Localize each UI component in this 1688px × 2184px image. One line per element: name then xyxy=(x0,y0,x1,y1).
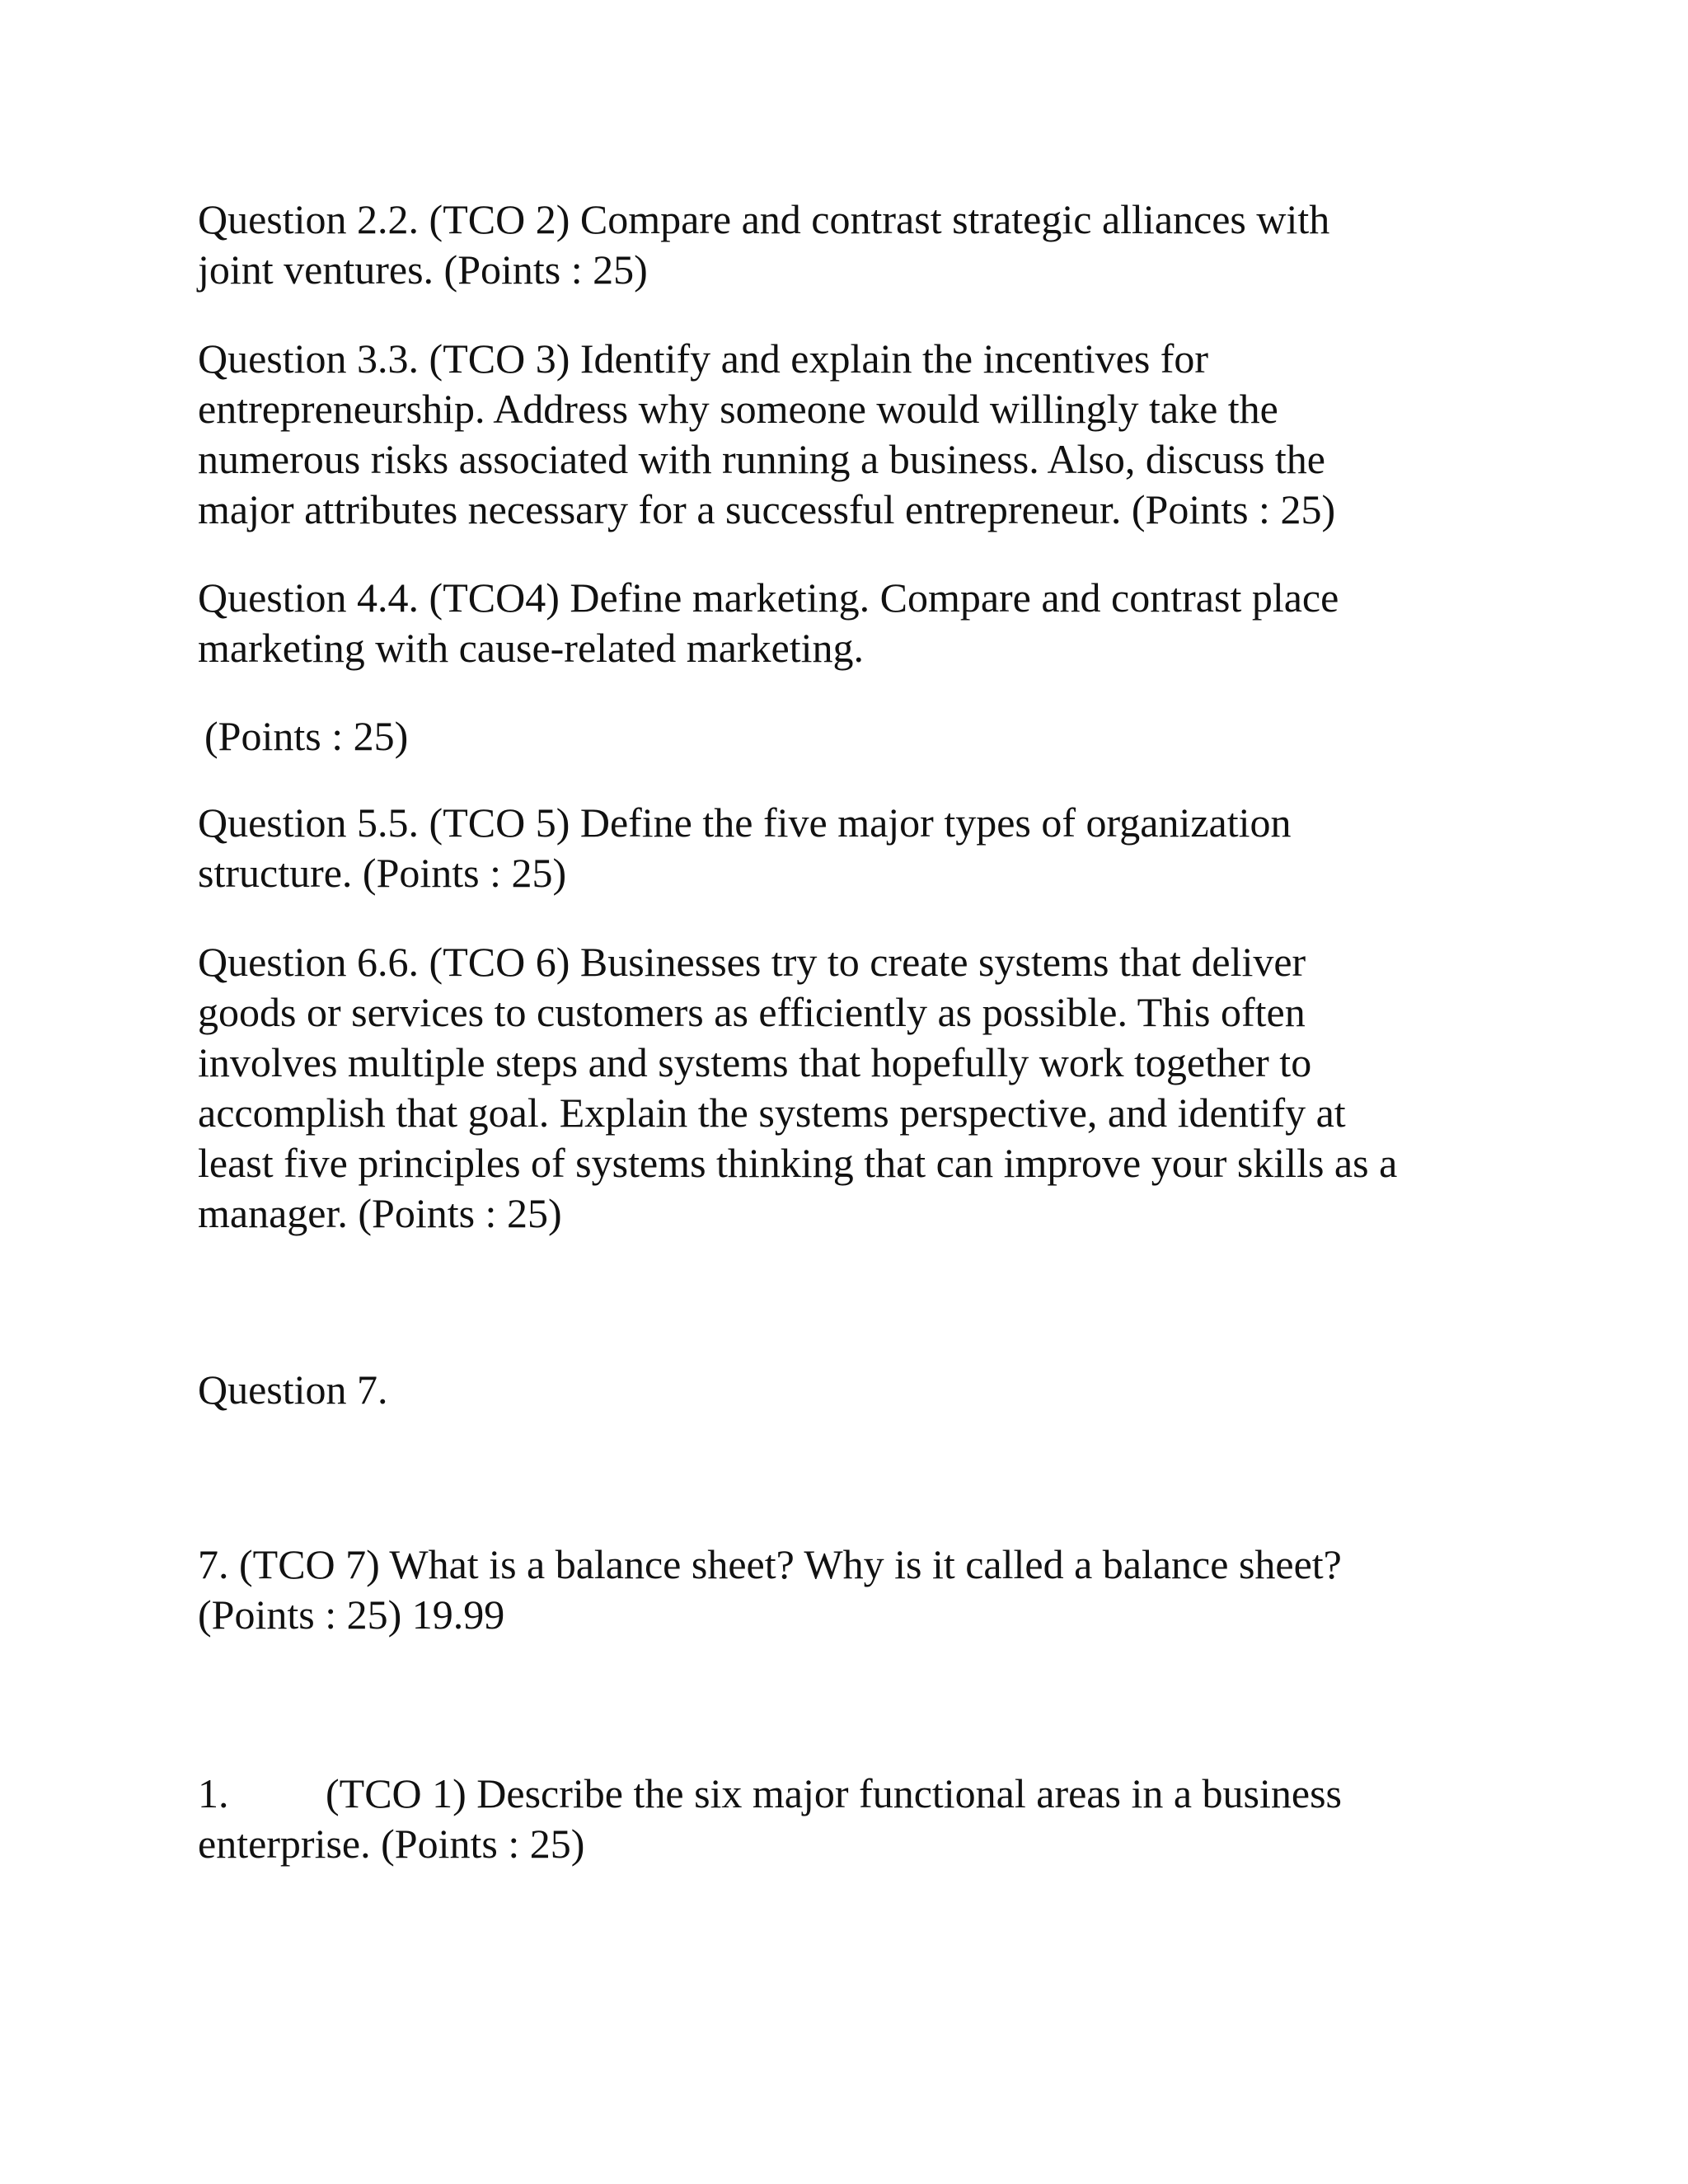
question-3-line: Question 3.3. (TCO 3) Identify and explain the incentives for xyxy=(198,335,1209,382)
question-7-line: (Points : 25) 19.99 xyxy=(198,1591,505,1638)
question-3-line: major attributes necessary for a successful entrepreneur. (Points : 25) xyxy=(198,486,1336,532)
question-6-line: manager. (Points : 25) xyxy=(198,1190,562,1236)
question-6-line: accomplish that goal. Explain the systems perspective, and identify at xyxy=(198,1090,1346,1136)
question-6-line: Question 6.6. (TCO 6) Businesses try to create systems that deliver xyxy=(198,939,1306,985)
question-3-paragraph xyxy=(198,334,1484,535)
question-6-line: least five principles of systems thinking that can improve your skills as a xyxy=(198,1140,1398,1186)
question-4-line: marketing with cause-related marketing. xyxy=(198,625,865,671)
question-4-paragraph xyxy=(198,573,1484,673)
question-1-first-line xyxy=(198,1769,1484,1819)
question-2-line: Question 2.2. (TCO 2) Compare and contrast strategic alliances with xyxy=(198,196,1330,242)
question-5-paragraph xyxy=(198,798,1484,898)
question-7-heading xyxy=(198,1365,1484,1415)
question-1-paragraph xyxy=(198,1769,1484,1869)
question-4-points xyxy=(204,711,1490,762)
question-6-paragraph xyxy=(198,937,1484,1239)
question-7-paragraph xyxy=(198,1540,1484,1640)
question-1-line: (TCO 1) Describe the six major functional areas in a business xyxy=(326,1770,1342,1816)
question-2-paragraph xyxy=(198,194,1484,295)
question-6-line: goods or services to customers as efficiently as possible. This often xyxy=(198,989,1306,1035)
question-3-line: numerous risks associated with running a business. Also, discuss the xyxy=(198,436,1325,482)
question-4-line: Question 4.4. (TCO4) Define marketing. Compare and contrast place xyxy=(198,574,1339,621)
question-5-line: structure. (Points : 25) xyxy=(198,850,567,896)
question-1-number: 1. xyxy=(198,1770,229,1816)
question-4-points-text: (Points : 25) xyxy=(204,713,409,759)
question-2-line: joint ventures. (Points : 25) xyxy=(198,246,648,293)
question-1-line: enterprise. (Points : 25) xyxy=(198,1821,585,1867)
question-7-heading-text: Question 7. xyxy=(198,1366,388,1413)
question-6-line: involves multiple steps and systems that hopefully work together to xyxy=(198,1039,1312,1085)
question-5-line: Question 5.5. (TCO 5) Define the five major types of organization xyxy=(198,799,1292,846)
question-7-line: 7. (TCO 7) What is a balance sheet? Why is it called a balance sheet? xyxy=(198,1541,1342,1587)
question-3-line: entrepreneurship. Address why someone would willingly take the xyxy=(198,386,1278,432)
